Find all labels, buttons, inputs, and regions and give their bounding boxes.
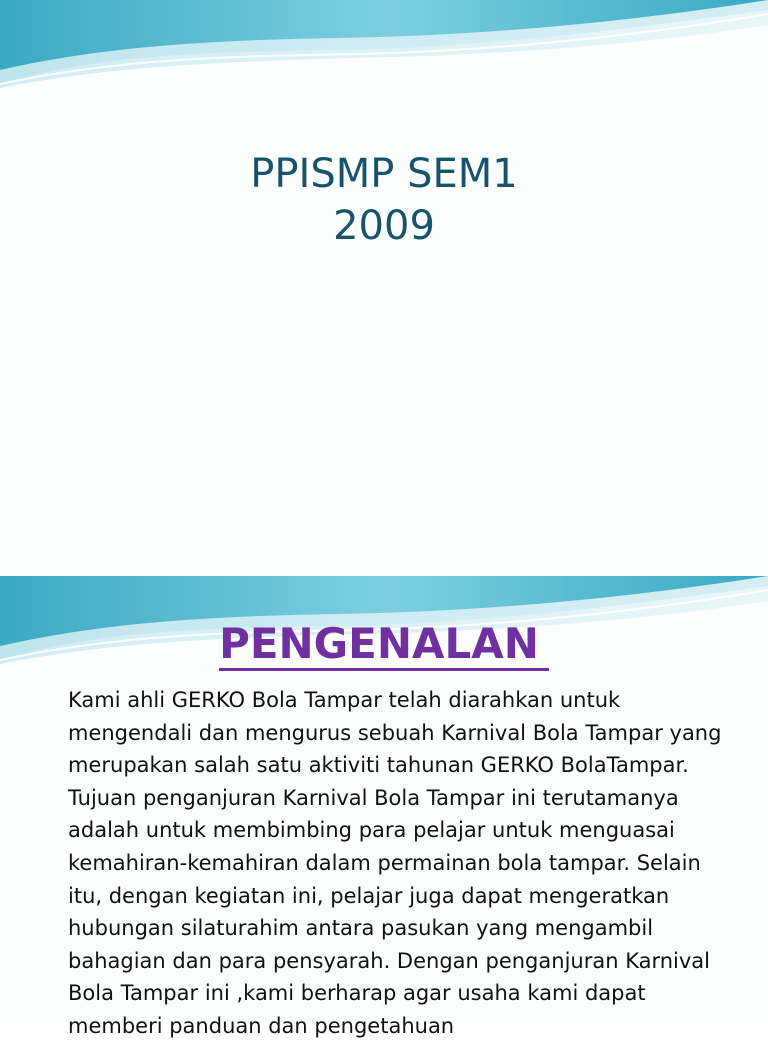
slide-title (0, 148, 768, 252)
heading-text: PENGENALAN (219, 619, 549, 671)
title-line-1: PPISMP SEM1 (250, 151, 518, 197)
slide-heading (0, 616, 768, 672)
body-paragraph: Kami ahli GERKO Bola Tampar telah diarahkan untuk mengendali dan mengurus sebuah Karnival Bola Tampar yang merupakan salah satu aktiviti tahunan GERKO BolaTampar. Tujuan penganjuran Karnival Bola Tampar ini terutamanya adalah untuk membimbing para pelajar untuk menguasai kemahiran-kemahiran dalam permainan bola tampar. Selain itu, dengan kegiatan ini, pelajar juga dapat mengeratkan hubungan silaturahim antara pasukan yang mengambil bahagian dan para pensyarah. Dengan penganjuran Karnival Bola Tampar ini ,kami berharap agar usaha kami dapat memberi panduan dan pengetahuan (68, 688, 722, 1038)
decorative-wave (0, 0, 768, 100)
title-line-2: 2009 (333, 203, 435, 249)
introduction-slide (0, 576, 768, 1038)
